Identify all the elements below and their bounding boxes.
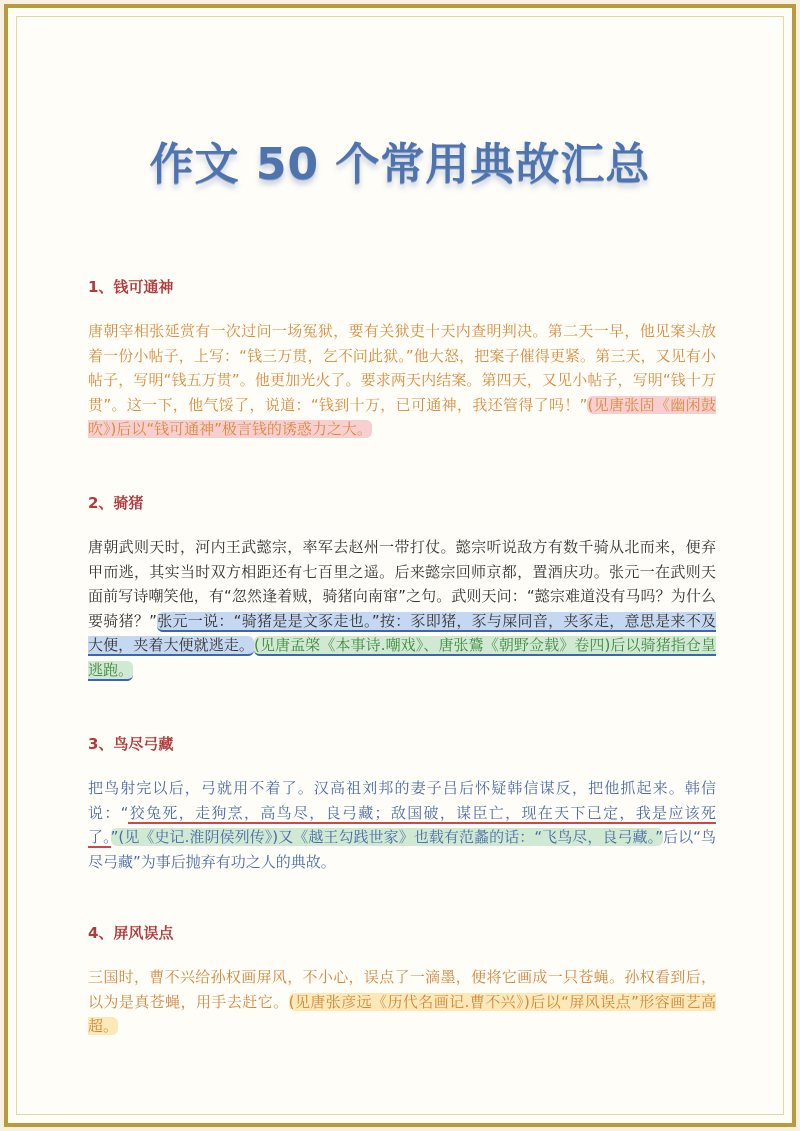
- section-body: [88, 776, 716, 874]
- body-text: 唐朝武则天时，河内王武懿宗，率军去赵州一带打仗。懿宗听说敌方有数千骑从北而来，便弃甲而逃，其实当时双方相距还有七百里之遥。后来懿宗回师京都，置酒庆功。张元一在武则天面前写诗嘲笑他，有“忽然逢着贼，骑猪向南窜”之句。武则天问：“懿宗难道没有马吗？为什么要骑猪？”: [88, 538, 716, 630]
- highlighted-source: (见唐张固《幽闲鼓吹》)后以“钱可通神”极言钱的诱惑力之大。: [88, 395, 716, 438]
- section-1: [88, 276, 716, 442]
- section-body: [88, 535, 716, 682]
- body-text: 三国时，曹不兴给孙权画屏风，不小心，误点了一滴墨，便将它画成一只苍蝇。孙权看到后，以为是真苍蝇，用手去赶它。: [88, 968, 716, 1011]
- body-text-end: 后以“鸟尽弓藏”为事后抛弃有功之人的典故。: [88, 828, 716, 871]
- section-3: [88, 733, 716, 874]
- section-body: [88, 965, 716, 1039]
- section-body: [88, 319, 716, 442]
- underlined-quote: 狡兔死，走狗烹，高鸟尽，良弓藏；敌国破，谋臣亡，现在天下已定，我是应该死了。: [88, 803, 716, 846]
- highlighted-quote: 张元一说：“骑猪是是文豕走也。”按：豕即猪，豕与屎同音，夹豕走，意思是来不及大便，夹着大便就逃走。: [88, 611, 716, 654]
- highlighted-source: ”(见《史记.淮阴侯列传》)又《越王勾践世家》也载有范蠡的话：“飞鸟尽，良弓藏。”: [110, 828, 663, 846]
- body-text: 把鸟射完以后，弓就用不着了。汉高祖刘邦的妻子吕后怀疑韩信谋反，把他抓起来。韩信说：“: [88, 779, 716, 822]
- section-heading: 3、鸟尽弓藏: [88, 735, 174, 753]
- section-heading: 2、骑猪: [88, 494, 144, 512]
- section-heading: 4、屏风误点: [88, 924, 174, 942]
- section-4: [88, 922, 716, 1039]
- section-2: [88, 492, 716, 682]
- page-title: 作文 50 个常用典故汇总: [149, 139, 651, 190]
- section-heading: 1、钱可通神: [88, 278, 174, 296]
- highlighted-source: (见唐张彦远《历代名画记.曹不兴》)后以“屏风误点”形容画艺高超。: [88, 992, 716, 1035]
- body-text: 唐朝宰相张延赏有一次过问一场冤狱，要有关狱吏十天内查明判决。第二天一早，他见案头放着一份小帖子，上写：“钱三万贯，乞不问此狱。”他大怒，把案子催得更紧。第三天，又见有小帖子，写明“钱五万贯”。他更加光火了。要求两天内结案。第四天，又见小帖子，写明“钱十万贯”。这一下，他气馁了，说道：“钱到十万，已可通神，我还管得了吗！”: [88, 322, 716, 414]
- highlighted-source: (见唐孟棨《本事诗.嘲戏》、唐张鷟《朝野佥载》卷四)后以骑猪指仓皇逃跑。: [88, 636, 716, 679]
